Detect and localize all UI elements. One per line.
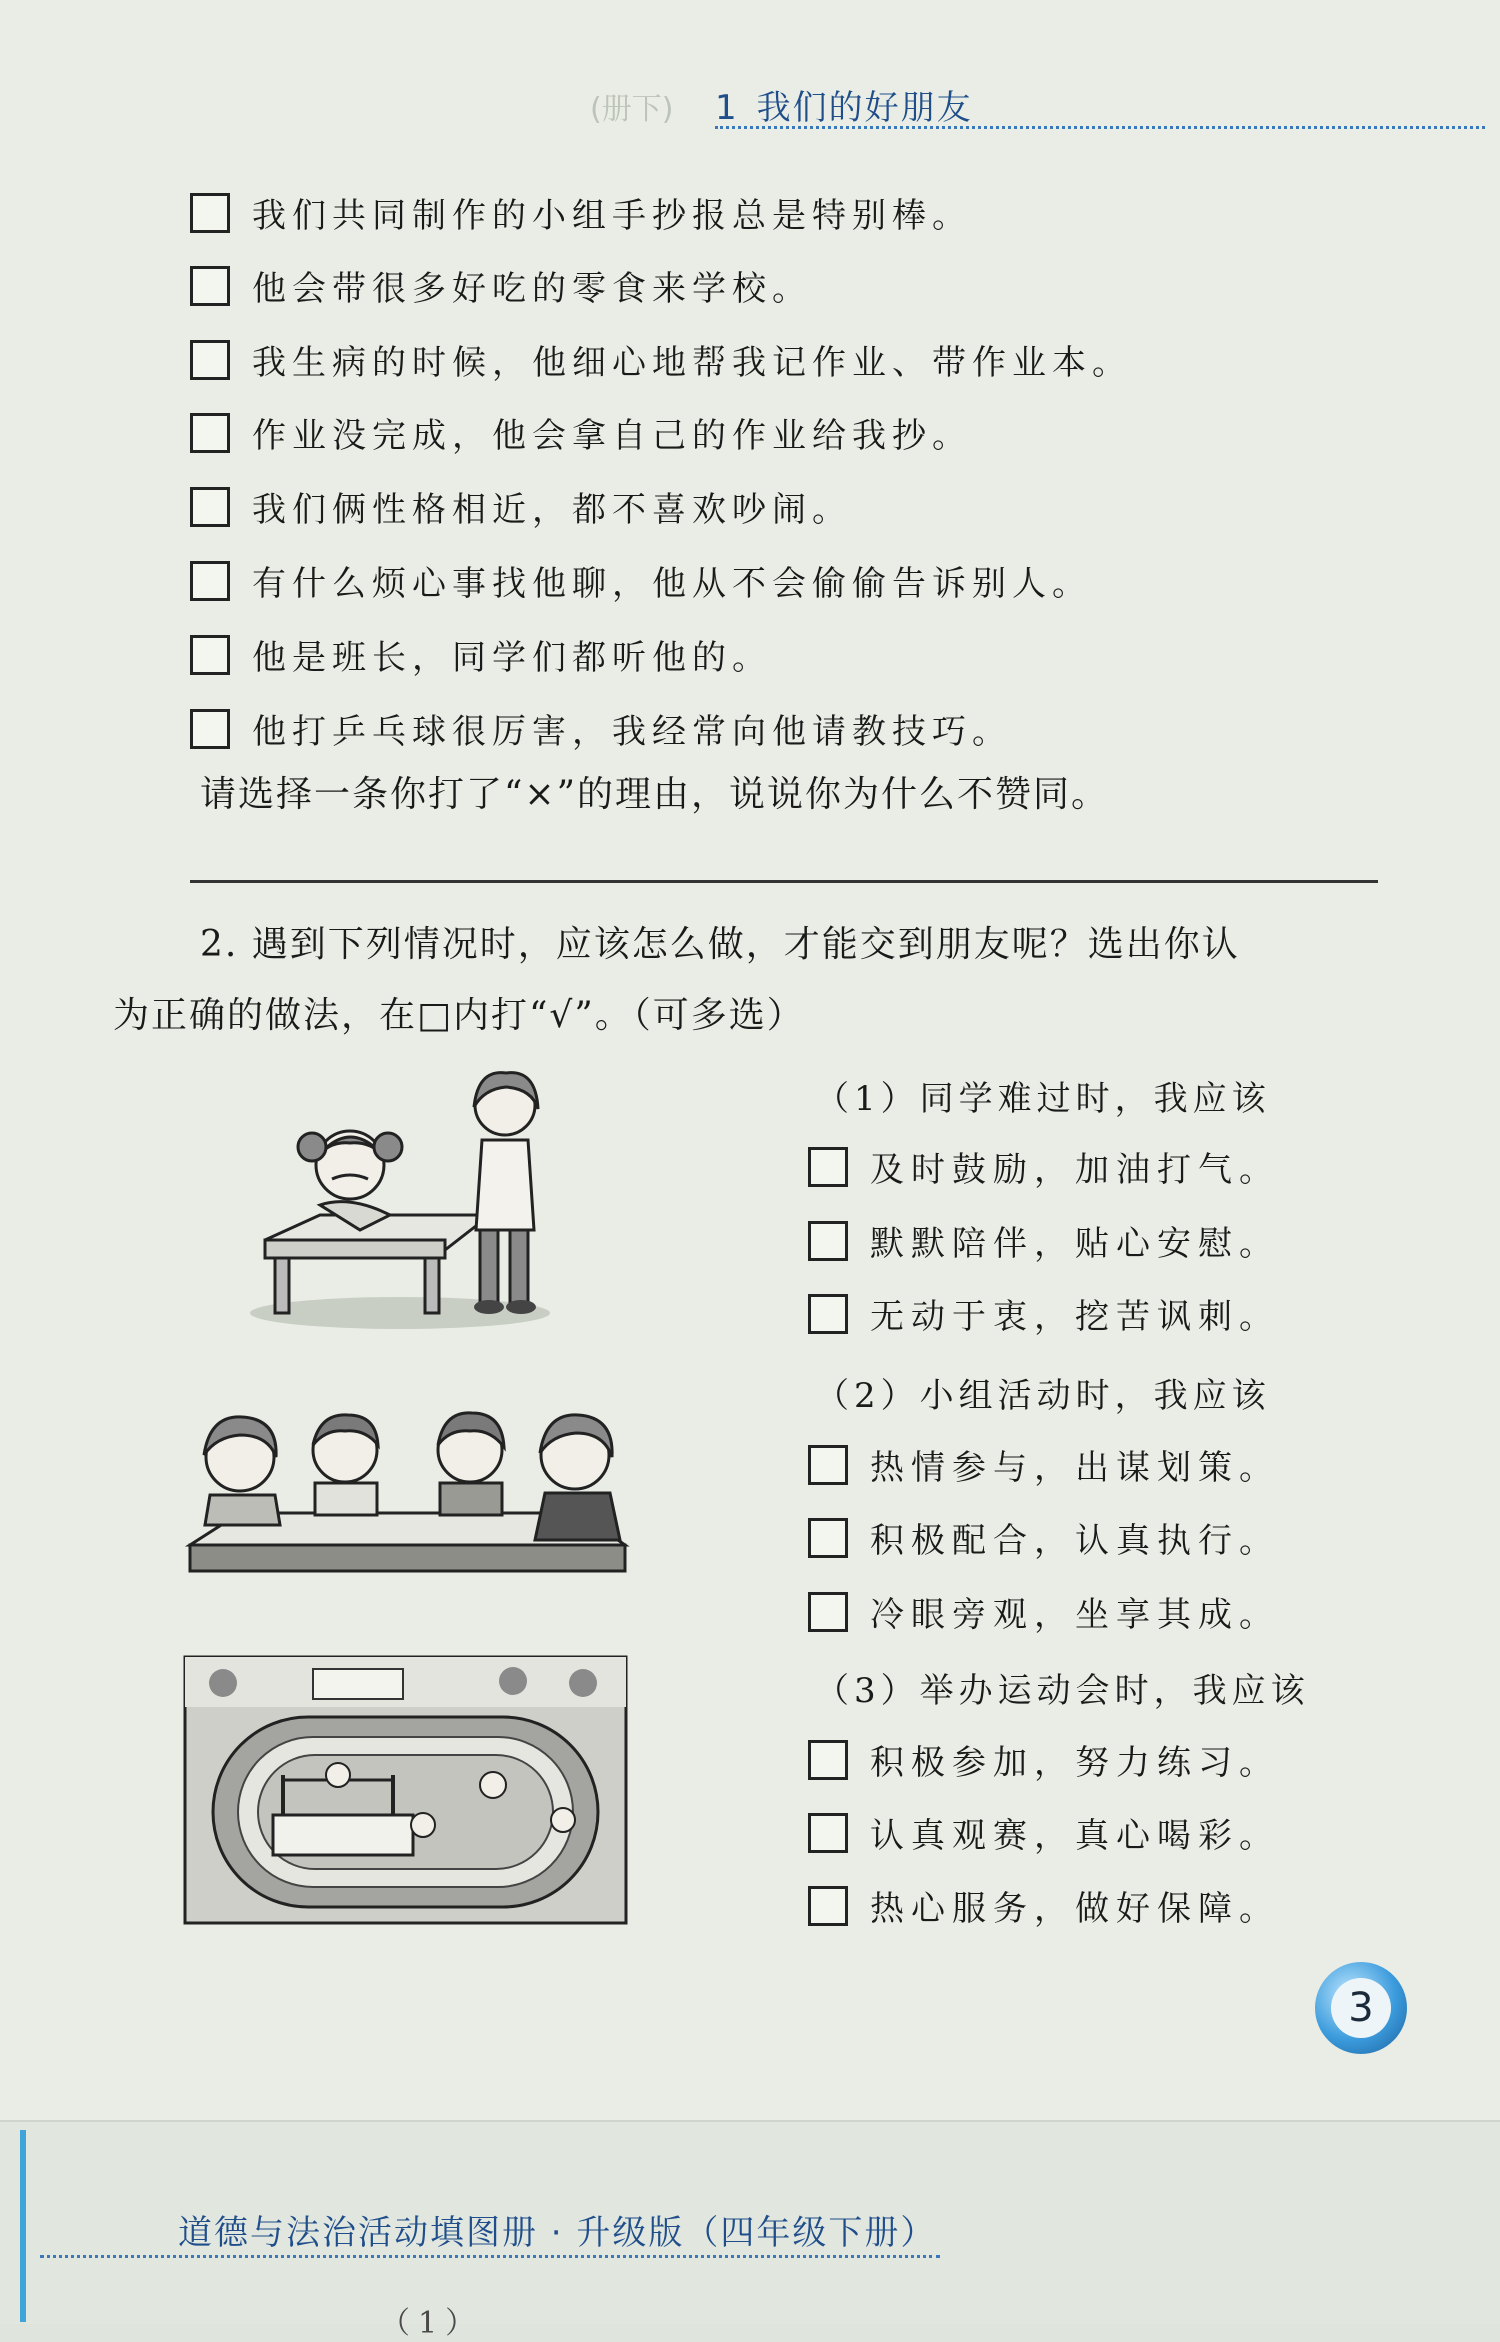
bleed-through-text: (册下)	[590, 92, 674, 127]
checkbox[interactable]	[190, 193, 230, 233]
checkbox[interactable]	[808, 1445, 848, 1485]
q1-item-2[interactable]	[190, 261, 812, 310]
checkbox[interactable]	[808, 1592, 848, 1632]
q1-item-6[interactable]	[190, 556, 1092, 605]
checkbox[interactable]	[808, 1518, 848, 1558]
checkbox[interactable]	[808, 1813, 848, 1853]
q2-group2-title: （2）小组活动时，我应该	[815, 1376, 1271, 1416]
q1-item-7[interactable]	[190, 630, 772, 679]
q2-group3-option-1[interactable]	[808, 1735, 1280, 1784]
checkbox[interactable]	[190, 340, 230, 380]
q1-item-label: 我们俩性格相近，都不喜欢吵闹。	[252, 490, 852, 530]
option-label: 积极参加，努力练习。	[870, 1743, 1280, 1783]
footer-divider	[40, 2255, 940, 2258]
q2-group1-option-1[interactable]	[808, 1142, 1280, 1191]
q2-group1-title: （1）同学难过时，我应该	[815, 1079, 1271, 1119]
next-page-fragment: （1）	[380, 2306, 484, 2341]
group-activity-illustration	[180, 1395, 640, 1605]
q2-intro-line1: 2. 遇到下列情况时，应该怎么做，才能交到朋友呢？选出你认	[200, 924, 1240, 965]
checkbox[interactable]	[190, 413, 230, 453]
checkbox[interactable]	[808, 1740, 848, 1780]
q1-item-label: 作业没完成，他会拿自己的作业给我抄。	[252, 416, 972, 456]
checkbox[interactable]	[808, 1886, 848, 1926]
q2-group1-option-2[interactable]	[808, 1216, 1280, 1265]
checkbox[interactable]	[190, 635, 230, 675]
page-number-badge	[1315, 1962, 1407, 2054]
checkbox[interactable]	[808, 1147, 848, 1187]
q2-group3-title: （3）举办运动会时，我应该	[815, 1671, 1310, 1711]
q2-group2-option-1[interactable]	[808, 1440, 1280, 1489]
q2-group1-option-3[interactable]	[808, 1289, 1280, 1338]
checkbox[interactable]	[190, 709, 230, 749]
page-edge-stripe	[20, 2130, 26, 2322]
q1-item-label: 我们共同制作的小组手抄报总是特别棒。	[252, 196, 972, 236]
option-label: 认真观赛，真心喝彩。	[870, 1816, 1280, 1856]
option-label: 默默陪伴，贴心安慰。	[870, 1224, 1280, 1264]
book-title: 道德与法治活动填图册 · 升级版（四年级下册）	[178, 2213, 937, 2253]
q2-group2-option-3[interactable]	[808, 1587, 1280, 1636]
q1-item-label: 他是班长，同学们都听他的。	[252, 638, 772, 678]
q1-item-3[interactable]	[190, 335, 1132, 384]
option-label: 无动于衷，挖苦讽刺。	[870, 1297, 1280, 1337]
q1-item-5[interactable]	[190, 482, 852, 531]
sad-student-illustration	[240, 1055, 560, 1335]
q1-item-label: 他打乒乓球很厉害，我经常向他请教技巧。	[252, 712, 1012, 752]
answer-line[interactable]	[190, 880, 1378, 883]
checkbox[interactable]	[808, 1294, 848, 1334]
option-label: 热情参与，出谋划策。	[870, 1448, 1280, 1488]
option-label: 及时鼓励，加油打气。	[870, 1150, 1280, 1190]
lesson-title: 我们的好朋友	[756, 88, 973, 128]
checkbox[interactable]	[808, 1221, 848, 1261]
option-label: 积极配合，认真执行。	[870, 1521, 1280, 1561]
q2-intro-line2: 为正确的做法，在□内打“√”。（可多选）	[113, 995, 805, 1036]
checkbox[interactable]	[190, 561, 230, 601]
q1-item-label: 有什么烦心事找他聊，他从不会偷偷告诉别人。	[252, 564, 1092, 604]
q1-item-8[interactable]	[190, 704, 1012, 753]
lesson-header	[715, 80, 973, 129]
q1-item-1[interactable]	[190, 188, 972, 237]
page-number: 3	[1331, 1978, 1391, 2038]
q2-group3-option-2[interactable]	[808, 1808, 1280, 1857]
option-label: 热心服务，做好保障。	[870, 1889, 1280, 1929]
sports-meet-illustration	[183, 1655, 628, 1925]
checkbox[interactable]	[190, 487, 230, 527]
q2-group3-option-3[interactable]	[808, 1881, 1280, 1930]
q1-item-4[interactable]	[190, 408, 972, 457]
q2-group2-option-2[interactable]	[808, 1513, 1280, 1562]
q1-prompt: 请选择一条你打了“×”的理由，说说你为什么不赞同。	[200, 774, 1109, 815]
checkbox[interactable]	[190, 266, 230, 306]
q1-item-label: 他会带很多好吃的零食来学校。	[252, 269, 812, 309]
lesson-number: 1	[715, 88, 739, 128]
option-label: 冷眼旁观，坐享其成。	[870, 1595, 1280, 1635]
header-divider	[715, 126, 1485, 129]
q1-item-label: 我生病的时候，他细心地帮我记作业、带作业本。	[252, 343, 1132, 383]
